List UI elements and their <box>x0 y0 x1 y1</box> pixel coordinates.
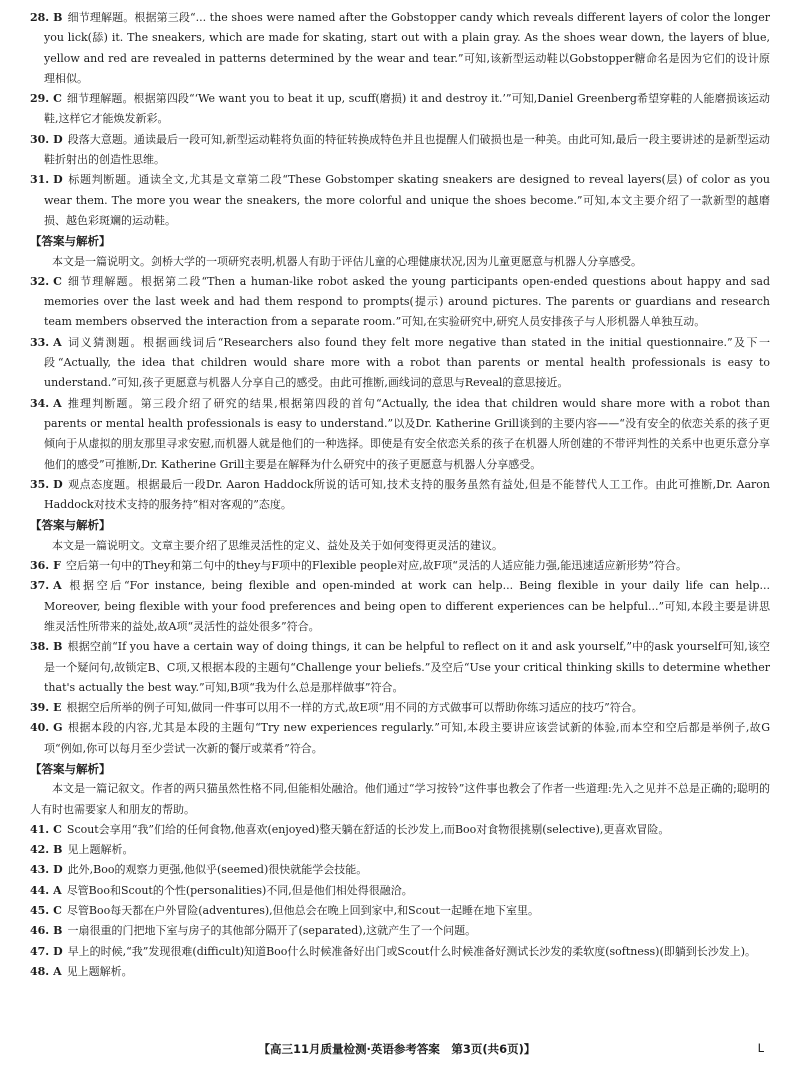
explanation-text: 细节理解题。根据第二段“Then a human-like robot asked the young participants open-ended questions about happy and sad memories over the last week and had them respond to prompts(提示) around pictures. The parents or guardians and research team members observed the interaction from a separate room.”可知,在实验研究中,研究人员安排孩子与人形机器人单独互动。 <box>44 274 770 329</box>
question-number: 33. <box>30 335 50 349</box>
answer-item <box>30 272 770 333</box>
answer-item <box>30 333 770 394</box>
answer-item <box>30 556 770 576</box>
explanation-text: 根据空前“If you have a certain way of doing things, it can be helpful to reflect on it and ask yourself,”中的ask yourself可知,该空是一个疑问句,故锁定B、C项,又根据本段的主题句“Challenge your beliefs.”及空后“Use your critical thinking skills to determine whether that's actually the best way.”可知,B项“我为什么总是那样做事”符合。 <box>44 640 770 694</box>
explanation-text: 根据本段的内容,尤其是本段的主题句“Try new experiences regularly.”可知,本段主要讲应该尝试新的体验,而本空和空后都是举例子,故G项“例如,你可以每月至少尝试一次新的餐厅或菜肴”符合。 <box>44 721 770 755</box>
explanation-text: 词义猜测题。根据画线词后“Researchers also found they felt more negative than stated in the initial questionnaire.”及下一段“Actually, the idea that children would share more with a robot than parents or mental health professionals is easy to understand.”可知,孩子更愿意与机器人分享自己的感受。由此可推断,画线词的意思与Reveal的意思接近。 <box>44 335 770 390</box>
explanation-text: 标题判断题。通读全文,尤其是文章第二段“These Gobstomper skating sneakers are designed to reveal layers(层) of color as you wear them. The more you wear the sneakers, the more colorful and unique the shoes become.”可知,本文主要介绍了一款新型的越磨损、越色彩斑斓的运动鞋。 <box>44 173 770 227</box>
passage-summary: 本文是一篇记叙文。作者的两只猫虽然性格不同,但能相处融洽。他们通过“学习按铃”这件事也教会了作者一些道理:先入之见并不总是正确的;聪明的人有时也需要家人和朋友的帮助。 <box>30 782 770 816</box>
answer-letter: A <box>53 335 62 349</box>
answer-item <box>30 475 770 516</box>
passage-summary: 本文是一篇说明文。剑桥大学的一项研究表明,机器人有助于评估儿童的心理健康状况,因为儿童更愿意与机器人分享感受。 <box>52 254 642 268</box>
answer-letter: B <box>53 924 63 938</box>
question-number: 38. <box>30 640 50 654</box>
question-number: 47. <box>30 944 50 958</box>
question-number: 29. <box>30 92 50 106</box>
answer-item <box>30 962 770 982</box>
answer-item <box>30 860 770 880</box>
explanation-text: 根据空后“For instance, being flexible and open-minded at work can help... Being flexible in your daily life can help... Moreover, being flexible with your food preferences and being open to different experiences can be helpful...”可知,本段主要是讲思维灵活性所带来的益处,故A项“灵活性的益处很多”符合。 <box>44 579 770 633</box>
answer-item <box>30 820 770 840</box>
explanation-text: 一扇很重的门把地下室与房子的其他部分隔开了(separated),这就产生了一个问题。 <box>67 924 477 938</box>
question-number: 42. <box>30 843 50 857</box>
question-number: 43. <box>30 863 50 877</box>
footer-version-mark: L <box>757 1041 764 1055</box>
footer-title: 【高三11月质量检测·英语参考答案 第3页(共6页)】 <box>258 1042 536 1056</box>
explanation-text: 尽管Boo和Scout的个性(personalities)不同,但是他们相处得很融洽。 <box>66 883 413 897</box>
question-number: 39. <box>30 701 50 715</box>
explanation-text: 此外,Boo的观察力更强,他似乎(seemed)很快就能学会技能。 <box>67 863 368 877</box>
answer-key-content <box>30 8 770 982</box>
question-number: 34. <box>30 396 50 410</box>
question-number: 31. <box>30 173 50 187</box>
question-number: 41. <box>30 822 50 836</box>
explanation-text: 空后第一句中的They和第二句中的they与F项中的Flexible people对应,故F项“灵活的人适应能力强,能迅速适应新形势”符合。 <box>65 559 688 573</box>
answer-item <box>30 881 770 901</box>
question-number: 48. <box>30 964 50 978</box>
answer-letter: A <box>53 579 62 593</box>
answer-item <box>30 718 770 759</box>
explanation-text: 细节理解题。根据第三段“... the shoes were named after the Gobstopper candy which reveals different layers of color the longer you lick(舔) it. The sneakers, which are made for skating, start out with a plain gray. As the shoes wear down, the layers of blue, yellow and red are revealed in patterns determined by the wear and tear.”可知,该新型运动鞋以Gobstopper糖命名是因为它们的设计原理相似。 <box>44 11 770 85</box>
answer-item <box>30 576 770 637</box>
explanation-text: Scout会享用“我”们给的任何食物,他喜欢(enjoyed)整天躺在舒适的长沙发上,而Boo对食物很挑剔(selective),更喜欢冒险。 <box>66 822 670 836</box>
answer-item <box>30 89 770 130</box>
answer-item <box>30 921 770 941</box>
section-heading: 【答案与解析】 <box>30 761 111 776</box>
answer-letter: C <box>53 274 62 288</box>
explanation-text: 见上题解析。 <box>66 964 133 978</box>
answer-item <box>30 130 770 171</box>
question-number: 40. <box>30 721 50 735</box>
passage-summary: 本文是一篇说明文。文章主要介绍了思维灵活性的定义、益处及关于如何变得更灵活的建议。 <box>52 538 503 552</box>
explanation-text: 尽管Boo每天都在户外冒险(adventures),但他总会在晚上回到家中,和Scout一起睡在地下室里。 <box>66 904 539 918</box>
answer-item <box>30 637 770 698</box>
answer-letter: C <box>53 904 62 918</box>
explanation-text: 见上题解析。 <box>67 843 134 857</box>
answer-item <box>30 698 770 718</box>
question-number: 45. <box>30 904 50 918</box>
answer-item <box>30 901 770 921</box>
answer-letter: D <box>53 477 63 491</box>
answer-letter: A <box>53 883 62 897</box>
explanation-text: 段落大意题。通读最后一段可知,新型运动鞋将负面的特征转换成特色并且也提醒人们破损也是一种美。由此可知,最后一段主要讲述的是新型运动鞋折射出的创造性思维。 <box>44 132 770 167</box>
answer-letter: G <box>53 721 63 735</box>
answer-item <box>30 840 770 860</box>
question-number: 36. <box>30 559 50 573</box>
answer-letter: D <box>53 173 63 187</box>
answer-letter: C <box>53 92 62 106</box>
question-number: 37. <box>30 579 50 593</box>
question-number: 32. <box>30 274 50 288</box>
section-heading: 【答案与解析】 <box>30 518 111 533</box>
explanation-text: 观点态度题。根据最后一段Dr. Aaron Haddock所说的话可知,技术支持的服务虽然有益处,但是不能替代人工工作。由此可推断,Dr. Aaron Haddock对技术支持的服务持“相对客观的”态度。 <box>44 477 770 512</box>
answer-letter: D <box>53 863 63 877</box>
explanation-text: 细节理解题。根据第四段“‘We want you to beat it up, scuff(磨损) it and destroy it.’”可知,Daniel Greenberg希望穿鞋的人能磨损该运动鞋,这样它才能焕发新彩。 <box>44 92 770 126</box>
answer-letter: B <box>53 11 63 24</box>
question-number: 46. <box>30 924 50 938</box>
question-number: 28. <box>30 11 50 24</box>
answer-letter: C <box>53 822 62 836</box>
answer-item <box>30 394 770 475</box>
explanation-text: 早上的时候,“我”发现很难(difficult)知道Boo什么时候准备好出门或Scout什么时候准备好测试长沙发的柔软度(softness)(即躺到长沙发上)。 <box>67 944 757 958</box>
answer-letter: B <box>53 843 63 857</box>
explanation-text: 根据空后所举的例子可知,做同一件事可以用不一样的方式,故E项“用不同的方式做事可以帮助你练习适应的技巧”符合。 <box>66 701 643 715</box>
answer-letter: A <box>53 964 62 978</box>
answer-letter: E <box>53 701 62 715</box>
answer-item <box>30 170 770 231</box>
page-footer <box>0 1041 794 1061</box>
answer-item <box>30 8 770 89</box>
answer-letter: A <box>53 396 62 410</box>
answer-letter: D <box>53 132 63 146</box>
question-number: 30. <box>30 132 50 146</box>
question-number: 44. <box>30 883 50 897</box>
explanation-text: 推理判断题。第三段介绍了研究的结果,根据第四段的首句“Actually, the idea that children would share more with a robot than parents or mental health professionals is easy to understand.”以及Dr. Katherine Grill谈到的主要内容——“没有安全的依恋关系的孩子更倾向于从虚拟的朋友那里寻求安慰,而机器人就是他们的一种选择。即使是有安全依恋关系的孩子在机器人所创建的不带评判性的关系中也更乐意分享他们的感受”可推断,Dr. Katherine Grill主要是在解释为什么研究中的孩子更愿意与机器人分享感受。 <box>44 396 770 471</box>
question-number: 35. <box>30 477 50 491</box>
section-heading: 【答案与解析】 <box>30 234 111 249</box>
answer-letter: B <box>53 640 63 654</box>
answer-letter: D <box>53 944 63 958</box>
answer-letter: F <box>53 559 61 573</box>
answer-item <box>30 942 770 962</box>
